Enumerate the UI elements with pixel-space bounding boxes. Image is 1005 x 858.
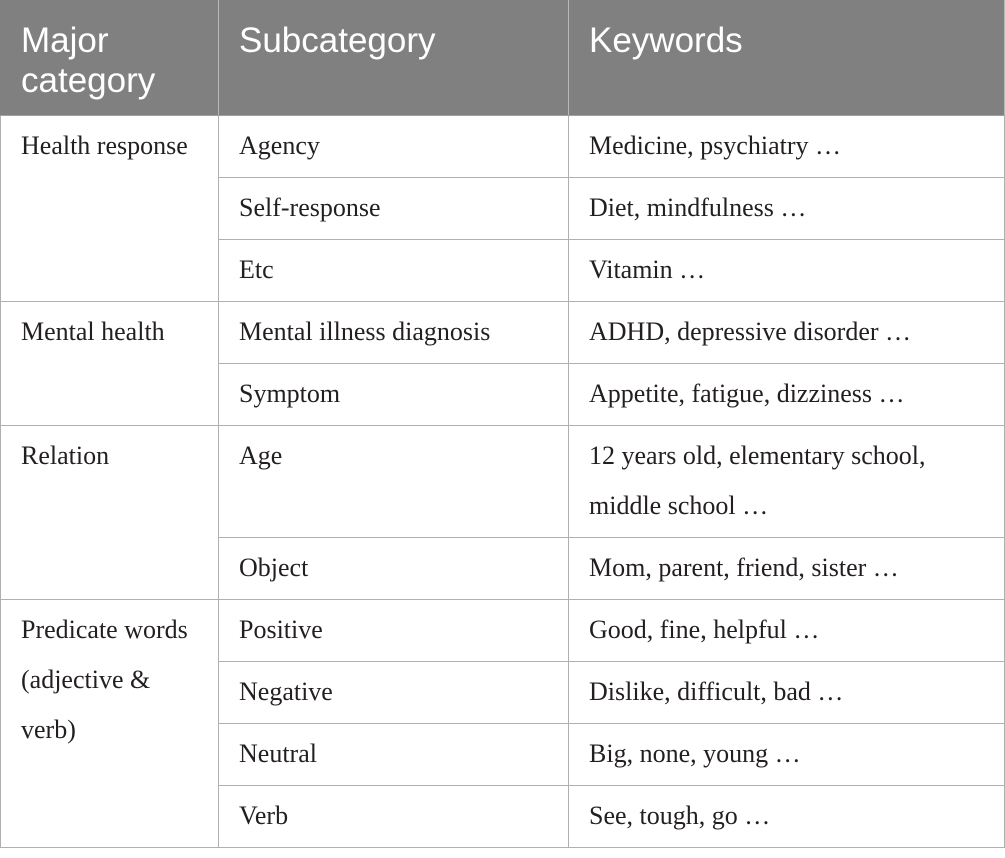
header-row [1,1,1005,116]
keywords-cell: Good, fine, helpful … [569,600,1005,662]
subcategory-cell: Agency [219,116,569,178]
keywords-cell: Appetite, fatigue, dizziness … [569,364,1005,426]
keywords-cell: Diet, mindfulness … [569,178,1005,240]
keywords-cell: Vitamin … [569,240,1005,302]
header-keywords: Keywords [569,1,1005,116]
subcategory-cell: Age [219,426,569,538]
subcategory-cell: Mental illness diagnosis [219,302,569,364]
keywords-cell: Mom, parent, friend, sister … [569,538,1005,600]
keywords-cell: 12 years old, elementary school, middle school … [569,426,1005,538]
keywords-cell: Medicine, psychiatry … [569,116,1005,178]
keywords-cell: Dislike, difficult, bad … [569,662,1005,724]
header-major-category: Major category [1,1,219,116]
keywords-cell: See, tough, go … [569,786,1005,848]
subcategory-cell: Verb [219,786,569,848]
subcategory-cell: Etc [219,240,569,302]
table-row [1,426,1005,538]
major-category-cell: Mental health [1,302,219,426]
table-row [1,600,1005,662]
keywords-cell: Big, none, young … [569,724,1005,786]
header-subcategory: Subcategory [219,1,569,116]
subcategory-cell: Positive [219,600,569,662]
subcategory-cell: Negative [219,662,569,724]
major-category-cell: Relation [1,426,219,600]
keywords-cell: ADHD, depressive disorder … [569,302,1005,364]
subcategory-cell: Self-response [219,178,569,240]
subcategory-cell: Object [219,538,569,600]
subcategory-cell: Neutral [219,724,569,786]
major-category-cell: Predicate words (adjective & verb) [1,600,219,848]
table-row [1,302,1005,364]
table-row [1,116,1005,178]
major-category-cell: Health response [1,116,219,302]
subcategory-cell: Symptom [219,364,569,426]
